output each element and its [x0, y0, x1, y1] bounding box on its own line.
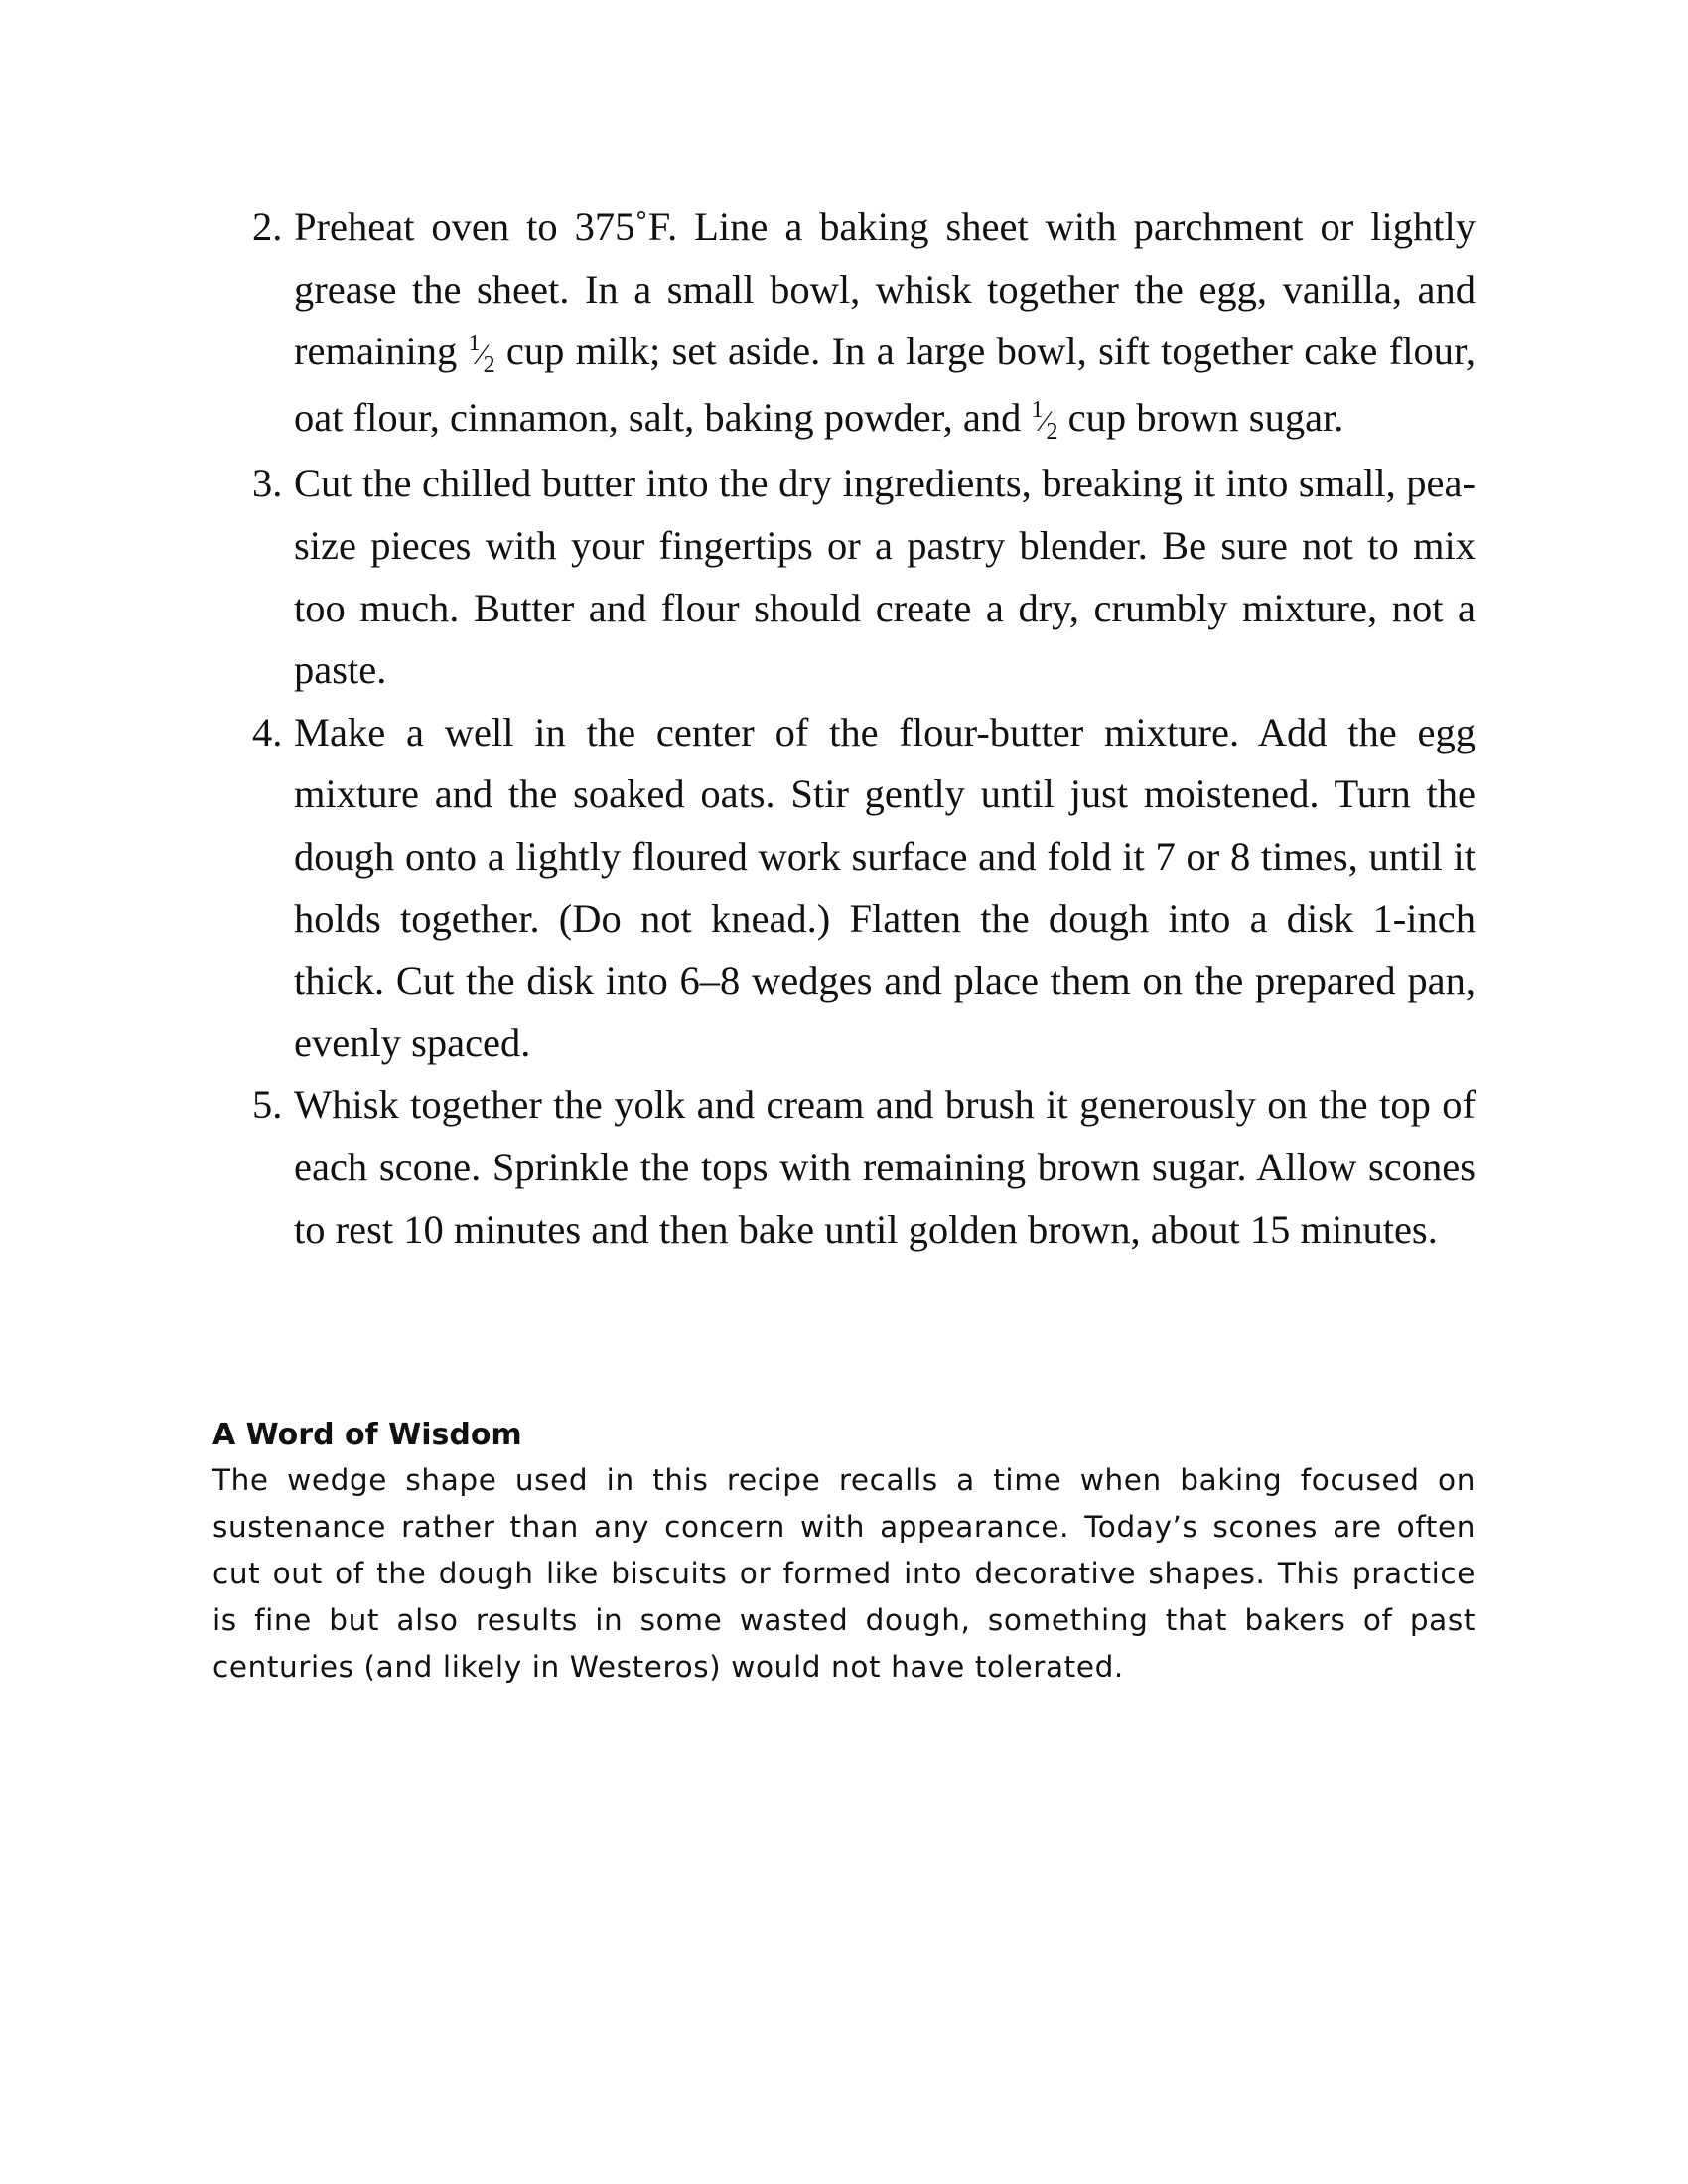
fraction-slash: ⁄ [1042, 404, 1048, 438]
fraction-one-half [1031, 395, 1058, 445]
step-number: 4. [252, 709, 283, 754]
recipe-step-5 [246, 1074, 1476, 1261]
fraction-slash: ⁄ [479, 339, 485, 372]
fraction-denominator: 2 [483, 352, 495, 379]
fraction-numerator: 1 [468, 331, 481, 357]
fraction-numerator: 1 [1031, 396, 1044, 423]
step-number: 5. [252, 1082, 283, 1128]
step-number: 3. [252, 461, 283, 506]
step-text: Preheat oven to 375˚F. Line a baking sheet with parchment or lightly grease the sheet. In a small bowl, whisk together the egg, vanilla, and remaining [294, 205, 1476, 374]
fraction-one-half [468, 329, 495, 379]
fraction-denominator: 2 [1046, 418, 1058, 445]
step-text: Make a well in the center of the flour-butter mixture. Add the egg mixture and the soaked oats. Stir gently until just moistened. Turn the dough onto a lightly floured work surface and fold it 7 or 8 times, until it holds together. (Do not knead.) Flatten the dough into a disk 1-inch thick. Cut the disk into 6–8 wedges and place them on the prepared pan, evenly spaced. [294, 709, 1476, 1065]
step-text: cup milk; set aside. In a large bowl, sift together cake flour, oat flour, cinnamon, salt, baking powder, and [294, 329, 1476, 440]
step-text: Cut the chilled butter into the dry ingredients, breaking it into small, pea-size pieces with your fingertips or a pastry blender. Be sure not to mix too much. Butter and flour should create a dry, crumbly mixture, not a paste. [294, 461, 1476, 693]
step-text: Whisk together the yolk and cream and brush it generously on the top of each scone. Sprinkle the tops with remaining brown sugar. Allow scones to rest 10 minutes and then bake until golden brown, about 15 minutes. [294, 1082, 1476, 1252]
recipe-steps-list [246, 197, 1476, 1261]
word-of-wisdom-sidebar [212, 1414, 1476, 1691]
step-number: 2. [252, 205, 283, 249]
recipe-step-2 [246, 197, 1476, 453]
step-text: cup brown sugar. [1057, 394, 1344, 440]
sidebar-title: A Word of Wisdom [212, 1418, 522, 1452]
recipe-step-4 [246, 702, 1476, 1075]
sidebar-body: The wedge shape used in this recipe recalls a time when baking focused on sustenance rather than any concern with appearance. Today’s scones are often cut out of the dough like biscuits or formed into decorative shapes. This practice is fine but also results in some wasted dough, something that bakers of past centuries (and likely in Westeros) would not have tolerated. [212, 1463, 1476, 1684]
recipe-step-3 [246, 453, 1476, 701]
